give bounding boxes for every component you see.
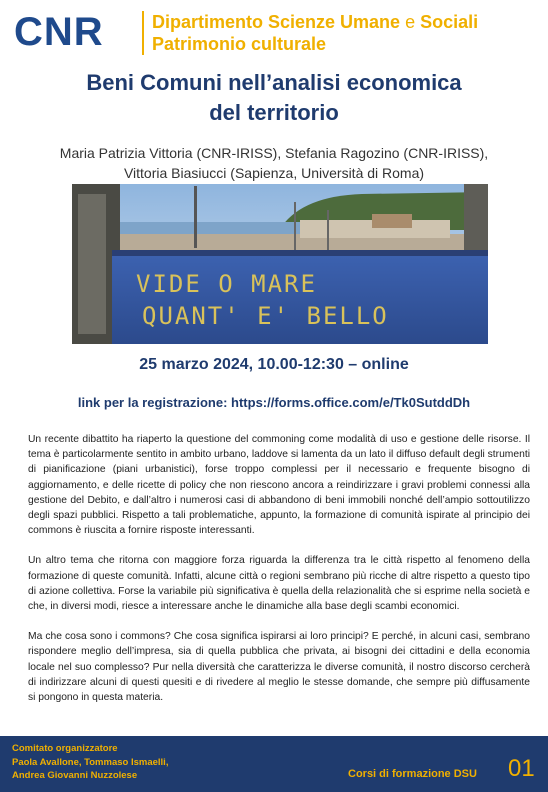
authors-line-2: Vittoria Biasiucci (Sapienza, Università di Roma): [123, 165, 425, 181]
event-title-line-2: del territorio: [209, 100, 339, 125]
department-line-1-part-c: Sociali: [420, 12, 479, 32]
committee-heading: Comitato organizzatore: [12, 743, 118, 754]
event-date: 25 marzo 2024, 10.00-12:30 – online: [139, 356, 409, 373]
body-text: [28, 432, 530, 720]
issue-number: 01: [508, 755, 535, 782]
cnr-logo: CNR: [14, 10, 104, 54]
header-divider: [142, 11, 144, 55]
organizing-committee: [12, 742, 168, 783]
event-title-line-1: Beni Comuni nell’analisi economica: [86, 70, 462, 95]
registration-link[interactable]: link per la registrazione: https://forms.office.com/e/Tk0SutddDh: [77, 395, 471, 410]
authors-line-1: Maria Patrizia Vittoria (CNR-IRISS), Stefania Ragozino (CNR-IRISS),: [59, 145, 489, 161]
committee-line-2: Andrea Giovanni Nuzzolese: [12, 770, 138, 781]
department-name: [152, 11, 478, 55]
department-line-1-part-a: Dipartimento Scienze Umane: [152, 12, 401, 32]
department-line-1-part-b: e: [405, 12, 416, 32]
cover-photo-illustration: [72, 184, 488, 344]
header: [14, 8, 534, 58]
cover-photo: [72, 184, 488, 344]
department-line-1: [152, 11, 478, 33]
graffiti-line-1: VIDE O MARE: [136, 270, 317, 298]
event-title: [0, 68, 548, 128]
course-label: Corsi di formazione DSU: [348, 768, 477, 780]
committee-line-1: Paola Avallone, Tommaso Ismaelli,: [12, 756, 169, 768]
graffiti-line-2: QUANT' E' BELLO: [142, 302, 389, 330]
department-line-2: Patrimonio culturale: [152, 34, 327, 54]
authors: [0, 143, 548, 183]
paragraph-2: Un altro tema che ritorna con maggiore forza riguarda la differenza tra le città rispetto al fenomeno della formazione di queste comunità. Infatti, alcune città o regioni sembrano più ricche di altre rispetto a questo tipo di azione collettiva. Forse la variabile più significativa è quella della relazionalità che si esprime nella società e che, in diversi modi, riesce a interessare anche le dinamiche alla base degli scambi economici.: [28, 555, 530, 613]
footer: [0, 736, 548, 792]
paragraph-3: Ma che cosa sono i commons? Che cosa significa ispirarsi ai loro principi? E perché, in alcuni casi, sembrano rispondere meglio dell’impresa, sia di quella pubblica che privata, ai bisogni dei cittadini e della economia locale nel suo complesso? Pur nella diversità che caratterizza le diverse comunità, il nostro discorso cercherà di indirizzare alcuni di questi quesiti e di rivedere al meglio le stesse domande, che sempre più diffusamente si pongono in questa materia.: [28, 631, 530, 704]
paragraph-1: Un recente dibattito ha riaperto la questione del commoning come modalità di uso e gestione delle risorse. Il tema è particolarmente sentito in ambito urbano, laddove si lamenta da un lato il diffuso default degli strumenti di pianificazione (piani urbanistici), forse troppo complessi per il necessario e frequente bisogno di aggiornamento, e delle ricette di policy che non riescono ancora a reindirizzare i gravi problemi connessi alla gestione del Debito, e dall’altro i numerosi casi di abbandono di beni immobili nonché dell’ampio sottoutilizzo degli spazi pubblici. Rispetto a tali problematiche, appunto, la formazione di comunità ispirate al principio dei commons è riuscita a fornire risposte interessanti.: [28, 434, 530, 537]
